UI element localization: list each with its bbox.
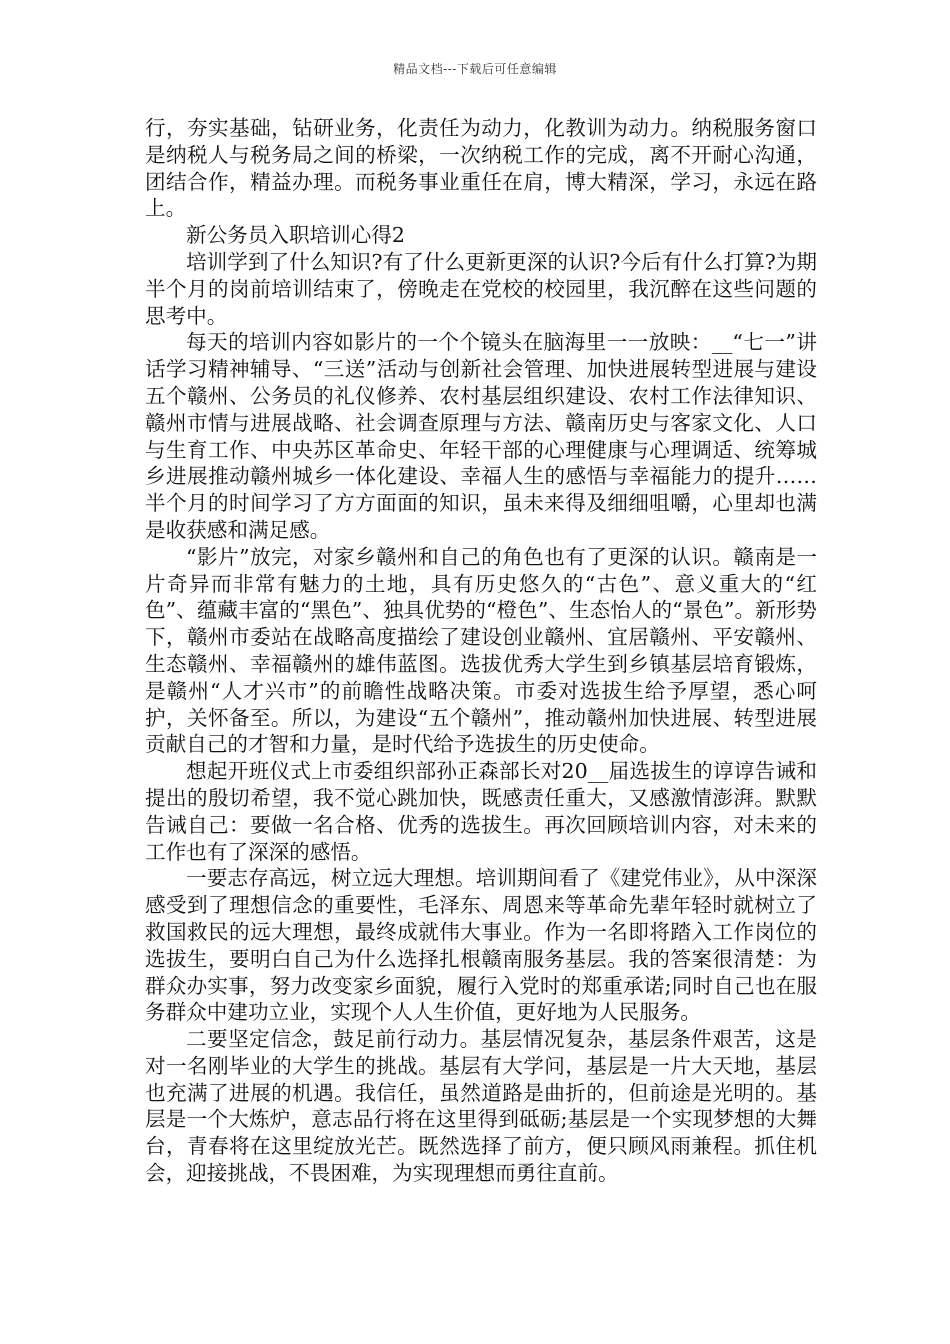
paragraph-continuation: 行，夯实基础，钻研业务，化责任为动力，化教训为动力。纳税服务窗口是纳税人与税务局之间的桥梁，一次纳税工作的完成，离不开耐心沟通，团结合作，精益办理。而税务事业重任在肩，博大精深，学习，永远在路上。: [145, 116, 817, 221]
paragraph-5: 一要志存高远，树立远大理想。培训期间看了《建党伟业》，从中深深感受到了理想信念的重要性，毛泽东、周恩来等革命先辈年轻时就树立了救国救民的远大理想，最终成就伟大事业。作为一名即将踏入工作岗位的选拔生，要明白自己为什么选择扎根赣南服务基层。我的答案很清楚：为群众办实事，努力改变家乡面貌，履行入党时的郑重承诺;同时自己也在服务群众中建功立业，实现个人人生价值，更好地为人民服务。: [145, 866, 817, 1025]
page-header: 精品文档---下载后可任意编辑: [393, 62, 557, 76]
paragraph-2: 每天的培训内容如影片的一个个镜头在脑海里一一放映：__“七一”讲话学习精神辅导、“三送”活动与创新社会管理、加快进展转型进展与建设五个赣州、公务员的礼仪修养、农村基层组织建设、农村工作法律知识、赣州市情与进展战略、社会调查原理与方法、赣南历史与客家文化、人口与生育工作、中央苏区革命史、年轻干部的心理健康与心理调适、统筹城乡进展推动赣州城乡一体化建设、幸福人生的感悟与幸福能力的提升……半个月的时间学习了方方面面的知识，虽未来得及细细咀嚼，心里却也满是收获感和满足感。: [145, 330, 817, 542]
paragraph-4: 想起开班仪式上市委组织部孙正森部长对20__届选拔生的谆谆告诫和提出的殷切希望，我不觉心跳加快，既感责任重大，又感激情澎湃。默默告诫自己：要做一名合格、优秀的选拔生。再次回顾培训内容，对未来的工作也有了深深的感悟。: [145, 759, 817, 864]
paragraph-1: 培训学到了什么知识?有了什么更新更深的认识?今后有什么打算?为期半个月的岗前培训结束了，傍晚走在党校的校园里，我沉醉在这些问题的思考中。: [145, 249, 817, 328]
section-heading: 新公务员入职培训心得2: [186, 223, 406, 248]
paragraph-3: “影片”放完，对家乡赣州和自己的角色也有了更深的认识。赣南是一片奇异而非常有魅力的土地，具有历史悠久的“古色”、意义重大的“红色”、蕴藏丰富的“黑色”、独具优势的“橙色”、生态怡人的“景色”。新形势下，赣州市委站在战略高度描绘了建设创业赣州、宜居赣州、平安赣州、生态赣州、幸福赣州的雄伟蓝图。选拔优秀大学生到乡镇基层培育锻炼，是赣州“人才兴市”的前瞻性战略决策。市委对选拔生给予厚望，悉心呵护，关怀备至。所以，为建设“五个赣州”，推动赣州加快进展、转型进展贡献自己的才智和力量，是时代给予选拔生的历史使命。: [145, 544, 817, 757]
paragraph-6: 二要坚定信念，鼓足前行动力。基层情况复杂，基层条件艰苦，这是对一名刚毕业的大学生的挑战。基层有大学问，基层是一片大天地，基层也充满了进展的机遇。我信任，虽然道路是曲折的，但前途是光明的。基层是一个大炼炉，意志品行将在这里得到砥砺;基层是一个实现梦想的大舞台，青春将在这里绽放光芒。既然选择了前方，便只顾风雨兼程。抓住机会，迎接挑战，不畏困难，为实现理想而勇往直前。: [145, 1027, 817, 1186]
document-body: [145, 115, 817, 1187]
